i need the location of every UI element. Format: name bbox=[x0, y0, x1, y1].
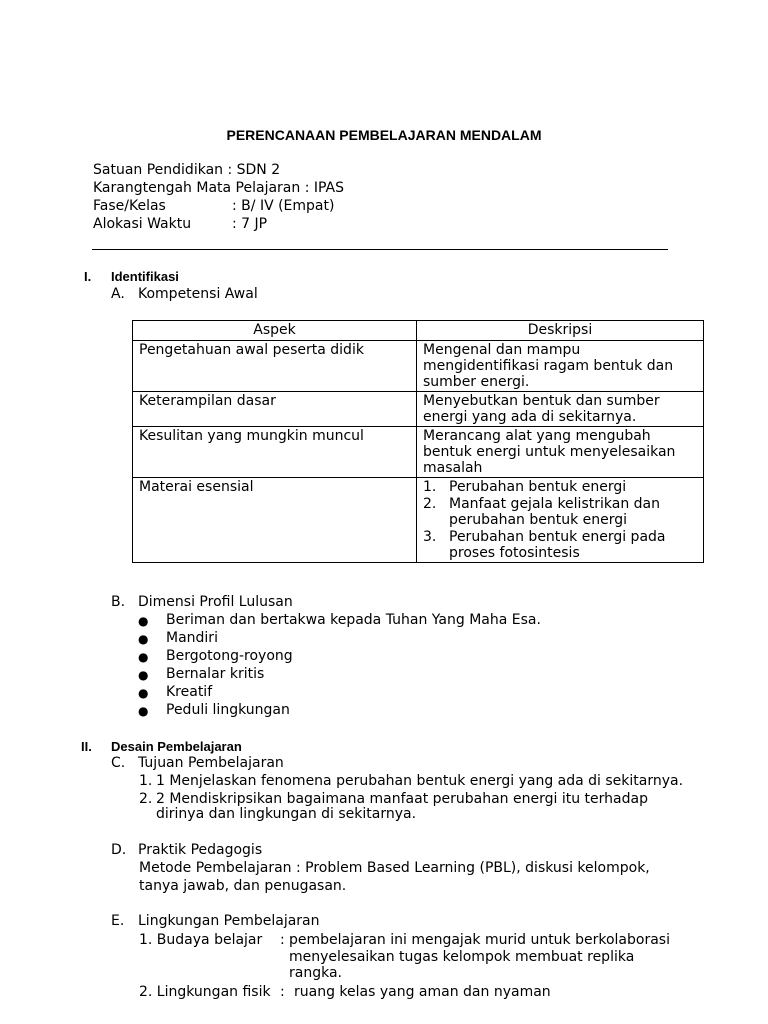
subsection-c-letter: C. bbox=[111, 755, 126, 771]
bullet-icon: ● bbox=[138, 686, 149, 700]
tujuan-item-text: 2 Mendiskripsikan bagaimana manfaat perubahan energi itu terhadap bbox=[156, 791, 648, 807]
budaya-belajar-text-continued: menyelesaikan tugas kelompok membuat replika bbox=[289, 949, 635, 965]
budaya-belajar-text: pembelajaran ini mengajak murid untuk berkolaborasi bbox=[289, 932, 670, 948]
subsection-a-title: Kompetensi Awal bbox=[138, 286, 258, 302]
list-item: Bergotong-royong bbox=[166, 648, 293, 664]
materi-esensial-list bbox=[423, 479, 697, 561]
subsection-e-title: Lingkungan Pembelajaran bbox=[138, 913, 320, 929]
table-row bbox=[133, 392, 704, 427]
header-divider bbox=[92, 249, 668, 250]
table-header-deskripsi: Deskripsi bbox=[417, 321, 704, 341]
list-item-number: 2. bbox=[423, 496, 437, 512]
lingkungan-fisik-colon: : bbox=[280, 984, 285, 1000]
budaya-belajar-label: 1. Budaya belajar bbox=[139, 932, 263, 948]
table-row bbox=[133, 427, 704, 478]
list-item bbox=[423, 529, 697, 561]
document-title: PERENCANAAN PEMBELAJARAN MENDALAM bbox=[226, 127, 542, 143]
subsection-d-letter: D. bbox=[111, 842, 127, 858]
tujuan-item-number: 1. bbox=[139, 773, 153, 789]
header-satuan-pendidikan: Satuan Pendidikan : SDN 2 bbox=[93, 162, 281, 178]
header-alokasi-waktu-label: Alokasi Waktu bbox=[93, 216, 192, 232]
bullet-icon: ● bbox=[138, 614, 149, 628]
subsection-a-letter: A. bbox=[111, 286, 125, 302]
subsection-b-title: Dimensi Profil Lulusan bbox=[138, 594, 293, 610]
table-cell-aspek: Keterampilan dasar bbox=[133, 392, 417, 427]
list-item-number: 3. bbox=[423, 529, 437, 545]
subsection-b-letter: B. bbox=[111, 594, 126, 610]
list-item-text: Manfaat gejala kelistrikan dan perubahan bentuk energi bbox=[449, 496, 660, 528]
section-2-title: Desain Pembelajaran bbox=[111, 739, 242, 754]
section-2-number: II. bbox=[81, 739, 92, 754]
list-item-number: 1. bbox=[423, 479, 437, 495]
list-item: Bernalar kritis bbox=[166, 666, 265, 682]
budaya-belajar-colon: : bbox=[280, 932, 285, 948]
header-fase-kelas-value: : B/ IV (Empat) bbox=[232, 198, 335, 214]
table-header-aspek: Aspek bbox=[133, 321, 417, 341]
section-1-title: Identifikasi bbox=[111, 269, 179, 284]
table-cell-aspek: Pengetahuan awal peserta didik bbox=[133, 341, 417, 392]
table-row bbox=[133, 341, 704, 392]
header-alokasi-waktu-value: : 7 JP bbox=[232, 216, 268, 232]
list-item bbox=[423, 479, 697, 495]
praktik-pedagogis-text-continued: tanya jawab, dan penugasan. bbox=[139, 878, 347, 894]
table-cell-deskripsi: Mengenal dan mampu mengidentifikasi ragam bentuk dan sumber energi. bbox=[417, 341, 704, 392]
table-row bbox=[133, 478, 704, 563]
tujuan-item-text: 1 Menjelaskan fenomena perubahan bentuk energi yang ada di sekitarnya. bbox=[156, 773, 684, 789]
bullet-icon: ● bbox=[138, 668, 149, 682]
subsection-d-title: Praktik Pedagogis bbox=[138, 842, 263, 858]
table-cell-aspek: Kesulitan yang mungkin muncul bbox=[133, 427, 417, 478]
bullet-icon: ● bbox=[138, 704, 149, 718]
table-cell-aspek: Materai esensial bbox=[133, 478, 417, 563]
lingkungan-fisik-text: ruang kelas yang aman dan nyaman bbox=[294, 984, 551, 1000]
subsection-c-title: Tujuan Pembelajaran bbox=[138, 755, 284, 771]
subsection-e-letter: E. bbox=[111, 913, 125, 929]
list-item: Beriman dan bertakwa kepada Tuhan Yang Maha Esa. bbox=[166, 612, 541, 628]
bullet-icon: ● bbox=[138, 632, 149, 646]
table-cell-deskripsi: Menyebutkan bentuk dan sumber energi yang ada di sekitarnya. bbox=[417, 392, 704, 427]
list-item-text: Perubahan bentuk energi pada proses fotosintesis bbox=[449, 529, 666, 561]
header-fase-kelas-label: Fase/Kelas bbox=[93, 198, 166, 214]
section-1-number: I. bbox=[84, 269, 92, 284]
list-item: Mandiri bbox=[166, 630, 218, 646]
table-cell-deskripsi bbox=[417, 478, 704, 563]
budaya-belajar-text-continued: rangka. bbox=[289, 965, 342, 981]
list-item bbox=[423, 496, 697, 528]
lingkungan-fisik-label: 2. Lingkungan fisik bbox=[139, 984, 271, 1000]
table-header-row bbox=[133, 321, 704, 341]
praktik-pedagogis-text: Metode Pembelajaran : Problem Based Learning (PBL), diskusi kelompok, bbox=[139, 860, 650, 876]
bullet-icon: ● bbox=[138, 650, 149, 664]
kompetensi-awal-table bbox=[132, 320, 704, 563]
list-item: Kreatif bbox=[166, 684, 213, 700]
table-cell-deskripsi: Merancang alat yang mengubah bentuk energi untuk menyelesaikan masalah bbox=[417, 427, 704, 478]
tujuan-item-number: 2. bbox=[139, 791, 153, 807]
list-item: Peduli lingkungan bbox=[166, 702, 290, 718]
header-mata-pelajaran: Karangtengah Mata Pelajaran : IPAS bbox=[93, 180, 345, 196]
list-item-text: Perubahan bentuk energi bbox=[449, 479, 627, 495]
tujuan-item-text-continued: dirinya dan lingkungan di sekitarnya. bbox=[156, 806, 417, 822]
